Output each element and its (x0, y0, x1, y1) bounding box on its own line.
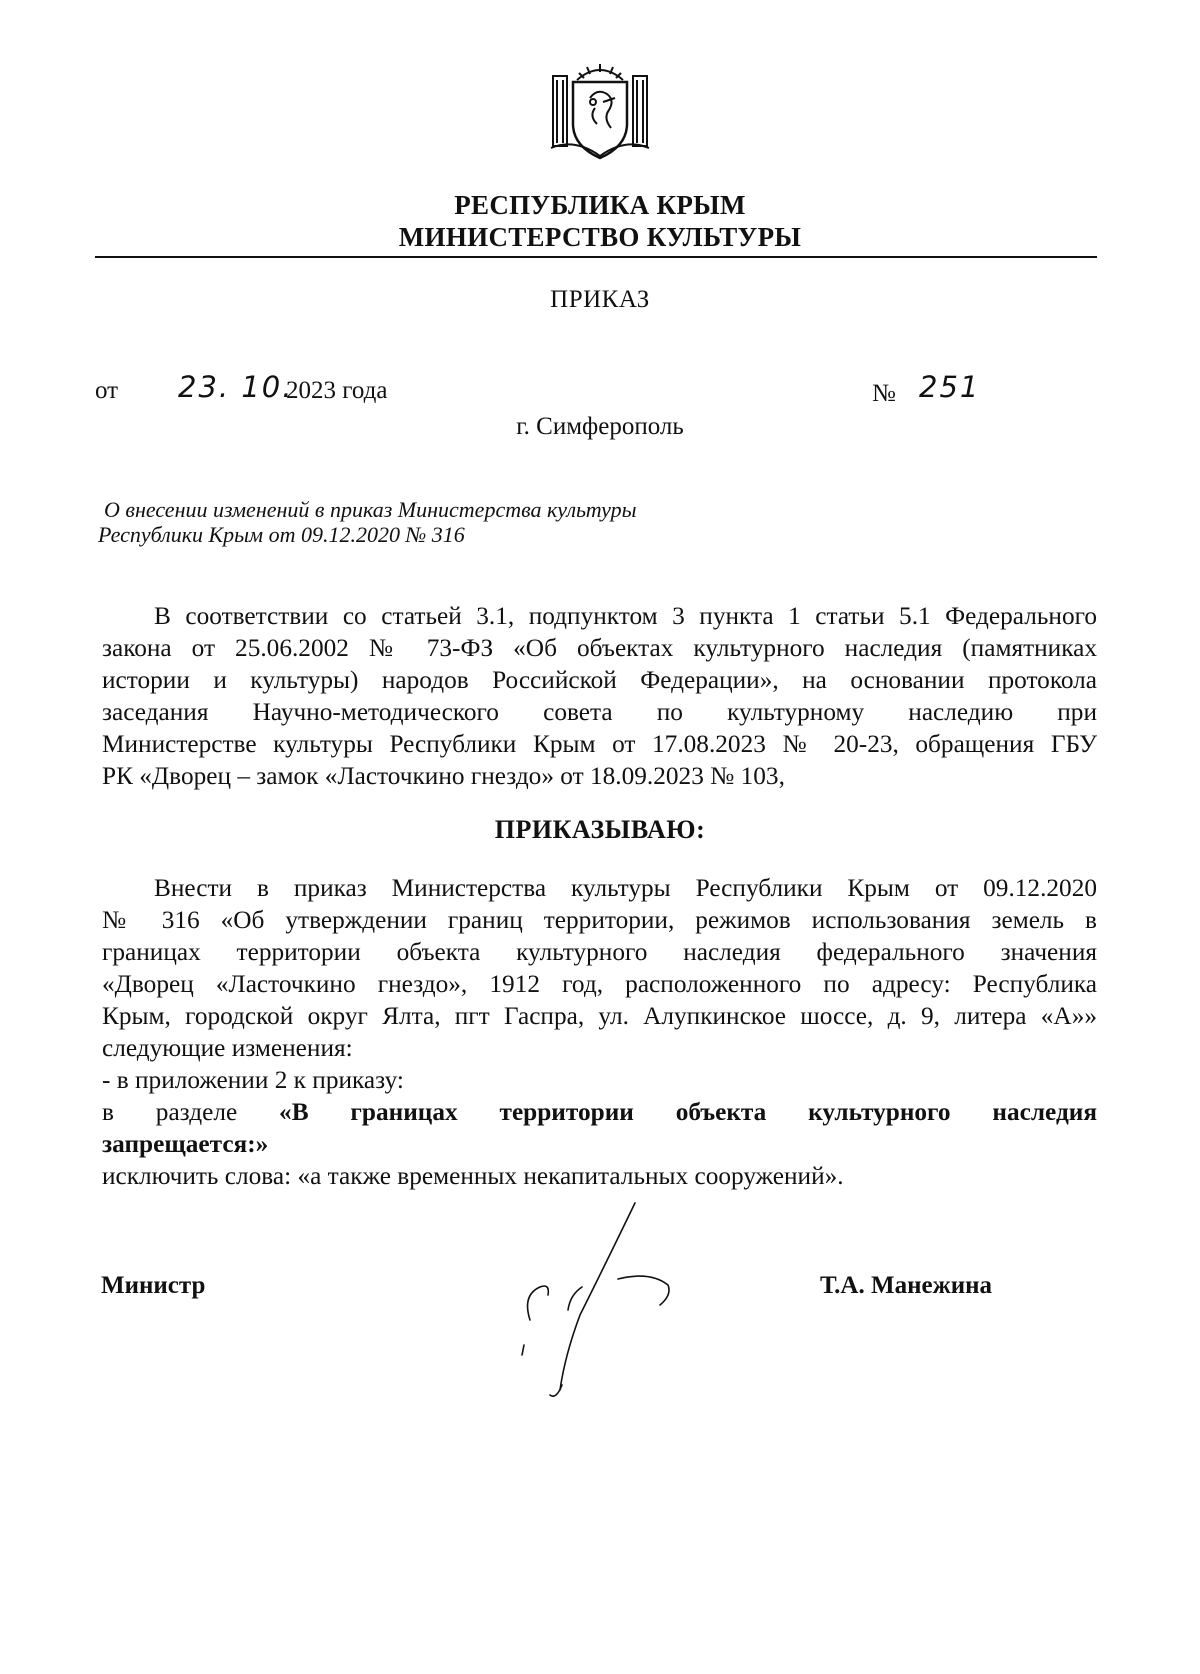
section-title-end: запрещается:» (102, 1130, 269, 1158)
signatory-title: Министр (101, 1272, 206, 1299)
number-sign: № (872, 380, 896, 407)
header-republic: РЕСПУБЛИКА КРЫМ (454, 190, 746, 220)
handwritten-date: 23. 10. (178, 370, 294, 404)
handwritten-signature (510, 1195, 690, 1410)
order-line: Внести в приказ Министерства культуры Республики Крым от 09.12.2020 (154, 874, 1097, 902)
order-line: следующие изменения: (102, 1034, 353, 1062)
order-line: «Дворец «Ласточкино гнездо», 1912 год, расположенного по адресу: Республика (102, 970, 1097, 998)
signature-stroke-icon (510, 1195, 690, 1410)
preamble-line: истории и культуры) народов Российской Федерации», на основании протокола (102, 666, 1097, 694)
handwritten-number: 251 (919, 370, 981, 404)
crimea-coat-of-arms-icon (545, 58, 655, 164)
preamble-line: В соответствии со статьей 3.1, подпунктом 3 пункта 1 статьи 5.1 Федерального (154, 602, 1097, 630)
header-ministry: МИНИСТЕРСТВО КУЛЬТУРЫ (398, 222, 802, 252)
preamble-line: РК «Дворец – замок «Ласточкино гнездо» от 18.09.2023 № 103, (102, 762, 785, 790)
order-line: границах территории объекта культурного наследия федерального значения (102, 938, 1097, 966)
section-line (102, 1096, 1097, 1128)
order-line: № 316 «Об утверждении границ территории, режимов использования земель в (102, 906, 1097, 934)
order-text (102, 872, 1097, 1192)
subject-line: О внесении изменений в приказ Министерства культуры (104, 497, 637, 522)
preamble (102, 600, 1097, 792)
appendix-line: - в приложении 2 к приказу: (102, 1066, 404, 1094)
section-prefix: в разделе (102, 1098, 238, 1126)
subject (98, 497, 637, 547)
subject-line: Республики Крым от 09.12.2020 № 316 (98, 522, 465, 547)
date-prefix: от (95, 377, 119, 404)
preamble-line: Министерстве культуры Республики Крым от 17.08.2023 № 20-23, обращения ГБУ (102, 730, 1097, 758)
document-type: ПРИКАЗ (550, 286, 650, 313)
order-line: Крым, городской округ Ялта, пгт Гаспра, ул. Алупкинское шоссе, д. 9, литера «А»» (102, 1002, 1097, 1030)
preamble-line: заседания Научно-методического совета по культурному наследию при (102, 698, 1097, 726)
emblem (545, 58, 655, 164)
exclude-line: исключить слова: «а также временных некапитальных сооружений». (102, 1162, 844, 1190)
city: г. Симферополь (516, 413, 684, 440)
preamble-line: закона от 25.06.2002 № 73-ФЗ «Об объектах культурного наследия (памятниках (102, 634, 1097, 662)
signatory-name: Т.А. Манежина (820, 1272, 993, 1299)
header-divider (95, 256, 1097, 258)
order-heading: ПРИКАЗЫВАЮ: (494, 815, 706, 844)
section-title: «В границах территории объекта культурного наследия (279, 1098, 1098, 1126)
date-year: 2023 года (286, 377, 388, 404)
